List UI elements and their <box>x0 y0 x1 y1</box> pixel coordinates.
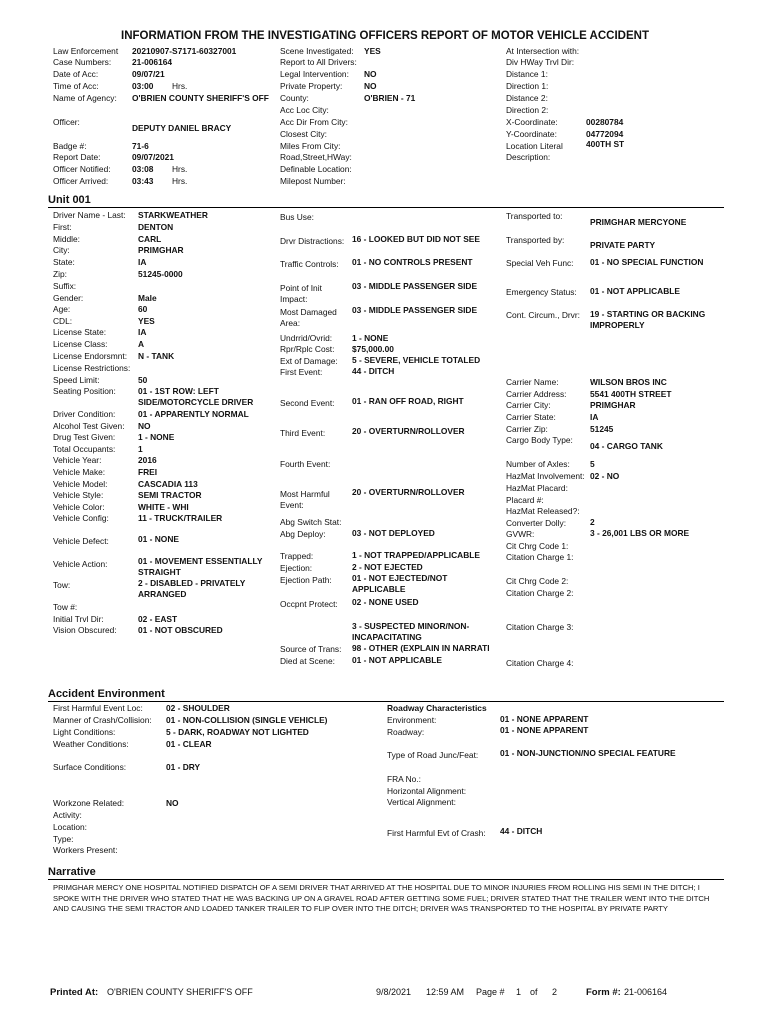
u3-value-16: 2 <box>590 517 595 527</box>
h-label-agency: Name of Agency: <box>53 93 117 103</box>
e1-value-1: 01 - NON-COLLISION (SINGLE VEHICLE) <box>166 715 328 725</box>
u3-label-12: HazMat Involvement: <box>506 471 585 481</box>
e2-label-1: Roadway: <box>387 727 425 737</box>
u2-label-3: Point of Init Impact: <box>280 283 322 304</box>
u2-value-21: 01 - NOT APPLICABLE <box>352 655 442 665</box>
u2-value-6: $75,000.00 <box>352 344 394 354</box>
u2-value-8: 44 - DITCH <box>352 366 395 376</box>
h-suffix-arrived: Hrs. <box>172 176 188 186</box>
h-label-notified: Officer Notified: <box>53 164 111 174</box>
u1-label-10: License State: <box>53 327 107 337</box>
u2-label-18: Occpnt Protect: <box>280 599 338 609</box>
u1-value-31: 01 - NOT OBSCURED <box>138 625 223 635</box>
unit-divider <box>48 207 724 208</box>
h3-value-loc: 400TH ST <box>586 139 625 149</box>
h2-label-10: Definable Location: <box>280 164 352 174</box>
h2-label-4: County: <box>280 93 309 103</box>
u1-label-11: License Class: <box>53 339 108 349</box>
u1-label-3: City: <box>53 245 70 255</box>
e2-value-1: 01 - NONE APPARENT <box>500 725 589 735</box>
u1-label-14: Speed Limit: <box>53 375 100 385</box>
e2-label-6: First Harmful Evt of Crash: <box>387 828 486 838</box>
u1-value-26: 01 - NONE <box>138 534 179 544</box>
u2-label-1: Drvr Distractions: <box>280 236 345 246</box>
u3-label-13: HazMat Placard: <box>506 483 568 493</box>
u1-value-21: FREI <box>138 467 158 477</box>
environment-divider <box>48 701 724 702</box>
h2-label-6: Acc Dir From City: <box>280 117 348 127</box>
u2-value-15: 1 - NOT TRAPPED/APPLICABLE <box>352 550 480 560</box>
u1-value-3: PRIMGHAR <box>138 245 184 255</box>
printed-at-value: O'BRIEN COUNTY SHERIFF'S OFF <box>107 987 253 997</box>
page-label: Page # <box>476 987 505 997</box>
h-value-date: 09/07/21 <box>132 69 165 79</box>
e1-label-9: Workers Present: <box>53 845 118 855</box>
u1-value-8: 60 <box>138 304 148 314</box>
u1-value-18: 1 - NONE <box>138 432 175 442</box>
u2-label-10: Third Event: <box>280 428 326 438</box>
u3-value-6: 5541 400TH STREET <box>590 389 672 399</box>
u2-label-13: Abg Switch Stat: <box>280 517 342 527</box>
u1-value-16: 01 - APPARENTLY NORMAL <box>138 409 249 419</box>
h-label-time: Time of Acc: <box>53 81 99 91</box>
e2-label-0: Environment: <box>387 715 437 725</box>
u1-label-9: CDL: <box>53 316 73 326</box>
unit-heading: Unit 001 <box>48 194 91 206</box>
h2-label-5: Acc Loc City: <box>280 105 329 115</box>
u3-label-7: Carrier City: <box>506 400 551 410</box>
u1-value-22: CASCADIA 113 <box>138 479 198 489</box>
e2-label-4: Horizontal Alignment: <box>387 786 467 796</box>
u1-value-20: 2016 <box>138 455 157 465</box>
u2-value-19: 3 - SUSPECTED MINOR/NON-INCAPACITATING <box>352 621 470 642</box>
page-total: 2 <box>552 987 558 997</box>
u2-label-15: Trapped: <box>280 551 314 561</box>
report-title: INFORMATION FROM THE INVESTIGATING OFFICERS REPORT OF MOTOR VEHICLE ACCIDENT <box>121 30 649 42</box>
u1-label-4: State: <box>53 257 75 267</box>
h2-label-3: Private Property: <box>280 81 343 91</box>
u2-label-9: Second Event: <box>280 398 335 408</box>
u1-label-16: Driver Condition: <box>53 409 116 419</box>
u2-label-7: Ext of Damage: <box>280 356 338 366</box>
h-label-law: Law Enforcement <box>53 46 119 56</box>
h-value-arrived: 03:43 <box>132 176 154 186</box>
u3-value-4: 19 - STARTING OR BACKING IMPROPERLY <box>590 309 706 330</box>
h2-label-11: Milepost Number: <box>280 176 346 186</box>
u2-label-5: Undrrid/Ovrid: <box>280 333 333 343</box>
u3-label-17: GVWR: <box>506 529 535 539</box>
h3-label-2: Distance 1: <box>506 69 548 79</box>
h3-label-5: Direction 2: <box>506 105 549 115</box>
u2-value-18: 02 - NONE USED <box>352 597 419 607</box>
h-value-reportdate: 09/07/2021 <box>132 152 174 162</box>
h2-label-7: Closest City: <box>280 129 328 139</box>
u2-value-4: 03 - MIDDLE PASSENGER SIDE <box>352 305 478 315</box>
u1-label-20: Vehicle Year: <box>53 455 102 465</box>
u1-value-19: 1 <box>138 444 143 454</box>
u2-label-11: Fourth Event: <box>280 459 331 469</box>
u3-value-0: PRIMGHAR MERCYONE <box>590 217 687 227</box>
h2-label-0: Scene Investigated: <box>280 46 354 56</box>
u3-label-3: Emergency Status: <box>506 287 577 297</box>
e2-label-3: FRA No.: <box>387 774 421 784</box>
e1-value-2: 5 - DARK, ROADWAY NOT LIGHTED <box>166 727 309 737</box>
u1-value-15: 01 - 1ST ROW: LEFT SIDE/MOTORCYCLE DRIVER <box>138 386 254 407</box>
e2-label-5: Vertical Alignment: <box>387 797 456 807</box>
u2-value-10: 20 - OVERTURN/ROLLOVER <box>352 426 465 436</box>
h-value-notified: 03:08 <box>132 164 154 174</box>
u1-label-21: Vehicle Make: <box>53 467 106 477</box>
h-suffix-notified: Hrs. <box>172 164 188 174</box>
u3-label-4: Cont. Circum., Drvr: <box>506 310 580 320</box>
e1-label-0: First Harmful Event Loc: <box>53 703 143 713</box>
u3-label-21: Citation Charge 2: <box>506 588 574 598</box>
h3-label-loc: Location Literal <box>506 141 563 151</box>
narrative-text: PRIMGHAR MERCY ONE HOSPITAL NOTIFIED DISPATCH OF A SEMI DRIVER THAT ARRIVED AT THE HOSPITAL DUE TO MINOR INJURIES FROM ROLLING HIS SEMI IN THE DITCH; I SPOKE WITH THE DRIVER WHO STATED THAT HE WAS BACKING UP ON A GRAVEL ROAD AFTER GETTING SOME FUEL; DRIVER STATED THAT THE TRAILER WENT INTO THE DITCH AND CAUSING THE SEMI TRACTOR AND LOADED TANKER TRAILER TO FLIP OVER INTO THE DITCH; DRIVER WAS TRANSPORTED TO THE HOSPITAL BY PRIVATE PARTY <box>53 883 710 913</box>
e1-value-0: 02 - SHOULDER <box>166 703 230 713</box>
u2-value-9: 01 - RAN OFF ROAD, RIGHT <box>352 396 464 406</box>
h2-value-2: NO <box>364 69 377 79</box>
u2-label-21: Died at Scene: <box>280 656 335 666</box>
u1-label-15: Seating Position: <box>53 386 116 396</box>
u2-label-12: Most Harmful Event: <box>280 489 330 510</box>
u1-label-29: Tow #: <box>53 602 78 612</box>
h-suffix-time: Hrs. <box>172 81 188 91</box>
h2-value-3: NO <box>364 81 377 91</box>
u1-value-27: 01 - MOVEMENT ESSENTIALLY STRAIGHT <box>138 556 263 577</box>
u3-value-8: IA <box>590 412 599 422</box>
u2-label-8: First Event: <box>280 367 323 377</box>
h-value-law: 20210907-S7171-60327001 <box>132 46 237 56</box>
e1-value-5: NO <box>166 798 179 808</box>
u1-label-0: Driver Name - Last: <box>53 210 126 220</box>
u3-label-2: Special Veh Func: <box>506 258 574 268</box>
u1-label-30: Initial Trvl Dir: <box>53 614 104 624</box>
h-label-reportdate: Report Date: <box>53 152 101 162</box>
u3-value-11: 5 <box>590 459 595 469</box>
u1-value-7: Male <box>138 293 157 303</box>
e1-label-4: Surface Conditions: <box>53 762 127 772</box>
h-value-badge: 71-6 <box>132 141 149 151</box>
u1-value-24: WHITE - WHI <box>138 502 189 512</box>
u1-label-7: Gender: <box>53 293 84 303</box>
printed-date: 9/8/2021 <box>376 987 412 997</box>
u3-label-15: HazMat Released?: <box>506 506 580 516</box>
e1-label-5: Workzone Related: <box>53 798 125 808</box>
u3-label-14: Placard #: <box>506 495 544 505</box>
u3-label-11: Number of Axles: <box>506 459 570 469</box>
u3-label-1: Transported by: <box>506 235 565 245</box>
h3-value-x: 00280784 <box>586 117 624 127</box>
narrative-heading: Narrative <box>48 866 96 878</box>
u2-label-4: Most Damaged Area: <box>280 307 337 328</box>
u1-value-23: SEMI TRACTOR <box>138 490 202 500</box>
u1-value-17: NO <box>138 421 151 431</box>
u2-value-7: 5 - SEVERE, VEHICLE TOTALED <box>352 355 481 365</box>
h3-label-3: Direction 1: <box>506 81 549 91</box>
u2-value-2: 01 - NO CONTROLS PRESENT <box>352 257 473 267</box>
u1-label-5: Zip: <box>53 269 67 279</box>
h-value-officer: DEPUTY DANIEL BRACY <box>132 123 232 133</box>
h3-label-0: At Intersection with: <box>506 46 580 56</box>
u1-value-0: STARKWEATHER <box>138 210 208 220</box>
u2-value-14: 03 - NOT DEPLOYED <box>352 528 435 538</box>
h-label-case: Case Numbers: <box>53 57 112 67</box>
h2-label-1: Report to All Drivers: <box>280 57 357 67</box>
printed-at-label: Printed At: <box>50 987 99 998</box>
u1-value-30: 02 - EAST <box>138 614 178 624</box>
u1-value-14: 50 <box>138 375 148 385</box>
u2-value-3: 03 - MIDDLE PASSENGER SIDE <box>352 281 478 291</box>
u3-value-1: PRIVATE PARTY <box>590 240 656 250</box>
e1-label-1: Manner of Crash/Collision: <box>53 715 152 725</box>
u1-value-11: A <box>138 339 145 349</box>
u3-label-0: Transported to: <box>506 211 563 221</box>
h-value-agency: O'BRIEN COUNTY SHERIFF'S OFF <box>132 93 269 103</box>
e2-value-0: 01 - NONE APPARENT <box>500 714 589 724</box>
u3-value-9: 51245 <box>590 424 614 434</box>
u2-label-17: Ejection Path: <box>280 575 332 585</box>
h-label-officer: Officer: <box>53 117 80 127</box>
page-of-label: of <box>530 987 538 997</box>
u1-value-4: IA <box>138 257 147 267</box>
u2-value-20: 98 - OTHER (EXPLAIN IN NARRATI <box>352 643 490 653</box>
u2-label-16: Ejection: <box>280 563 313 573</box>
u2-label-20: Source of Trans: <box>280 644 342 654</box>
u1-label-18: Drug Test Given: <box>53 432 116 442</box>
h3-label-desc: Description: <box>506 152 551 162</box>
u1-label-1: First: <box>53 222 72 232</box>
narrative-divider <box>48 879 724 880</box>
roadway-heading: Roadway Characteristics <box>387 703 487 713</box>
h-value-time: 03:00 <box>132 81 154 91</box>
u1-label-24: Vehicle Color: <box>53 502 105 512</box>
e1-label-2: Light Conditions: <box>53 727 116 737</box>
u2-label-2: Traffic Controls: <box>280 259 339 269</box>
u1-label-19: Total Occupants: <box>53 444 116 454</box>
u1-label-12: License Endorsmnt: <box>53 351 128 361</box>
u3-label-18: Cit Chrg Code 1: <box>506 541 569 551</box>
h2-value-4: O'BRIEN - 71 <box>364 93 416 103</box>
u1-label-2: Middle: <box>53 234 80 244</box>
u1-label-26: Vehicle Defect: <box>53 536 109 546</box>
u3-label-23: Citation Charge 4: <box>506 658 574 668</box>
printed-time: 12:59 AM <box>426 987 465 997</box>
e1-label-3: Weather Conditions: <box>53 739 129 749</box>
u1-label-25: Vehicle Config: <box>53 513 109 523</box>
h3-value-y: 04772094 <box>586 129 624 139</box>
u1-label-17: Alcohol Test Given: <box>53 421 125 431</box>
u1-value-25: 11 - TRUCK/TRAILER <box>138 513 223 523</box>
h2-label-9: Road,Street,HWay: <box>280 152 352 162</box>
u1-label-22: Vehicle Model: <box>53 479 108 489</box>
e1-label-6: Activity: <box>53 810 82 820</box>
u2-label-6: Rpr/Rplc Cost: <box>280 344 335 354</box>
u1-value-2: CARL <box>138 234 162 244</box>
u1-value-28: 2 - DISABLED - PRIVATELY ARRANGED <box>138 578 246 599</box>
u3-value-17: 3 - 26,001 LBS OR MORE <box>590 528 690 538</box>
u3-label-16: Converter Dolly: <box>506 518 567 528</box>
form-number: 21-006164 <box>624 987 668 997</box>
e2-value-2: 01 - NON-JUNCTION/NO SPECIAL FEATURE <box>500 748 676 758</box>
h-label-date: Date of Acc: <box>53 69 99 79</box>
e2-label-2: Type of Road Junc/Feat: <box>387 750 479 760</box>
u1-label-13: License Restrictions: <box>53 363 131 373</box>
u1-label-28: Tow: <box>53 580 71 590</box>
h2-value-0: YES <box>364 46 381 56</box>
h3-label-x: X-Coordinate: <box>506 117 558 127</box>
u3-label-6: Carrier Address: <box>506 389 567 399</box>
u3-label-10: Cargo Body Type: <box>506 435 573 445</box>
u1-label-6: Suffix: <box>53 281 77 291</box>
u1-value-10: IA <box>138 327 147 337</box>
e1-label-7: Location: <box>53 822 87 832</box>
h3-label-y: Y-Coordinate: <box>506 129 557 139</box>
u1-value-9: YES <box>138 316 155 326</box>
h2-label-2: Legal Intervention: <box>280 69 349 79</box>
u2-label-0: Bus Use: <box>280 212 314 222</box>
u3-value-7: PRIMGHAR <box>590 400 636 410</box>
e2-value-6: 44 - DITCH <box>500 826 543 836</box>
u1-value-12: N - TANK <box>138 351 175 361</box>
form-label: Form #: <box>586 987 621 998</box>
u3-label-20: Cit Chrg Code 2: <box>506 576 569 586</box>
u3-label-5: Carrier Name: <box>506 377 559 387</box>
u1-label-23: Vehicle Style: <box>53 490 104 500</box>
u3-label-19: Citation Charge 1: <box>506 552 574 562</box>
u1-value-1: DENTON <box>138 222 174 232</box>
u3-value-12: 02 - NO <box>590 471 620 481</box>
h3-label-1: Div HWay Trvl Dir: <box>506 57 575 67</box>
u3-value-3: 01 - NOT APPLICABLE <box>590 286 680 296</box>
u3-label-8: Carrier State: <box>506 412 556 422</box>
u2-value-12: 20 - OVERTURN/ROLLOVER <box>352 487 465 497</box>
h-label-badge: Badge #: <box>53 141 87 151</box>
environment-heading: Accident Environment <box>48 688 165 700</box>
page-number: 1 <box>516 987 522 997</box>
u1-label-31: Vision Obscured: <box>53 625 117 635</box>
u3-label-9: Carrier Zip: <box>506 424 548 434</box>
u3-value-10: 04 - CARGO TANK <box>590 441 663 451</box>
u3-value-2: 01 - NO SPECIAL FUNCTION <box>590 257 704 267</box>
u2-value-16: 2 - NOT EJECTED <box>352 562 423 572</box>
u2-value-17: 01 - NOT EJECTED/NOT APPLICABLE <box>352 573 448 594</box>
h3-label-4: Distance 2: <box>506 93 548 103</box>
u3-label-22: Citation Charge 3: <box>506 622 574 632</box>
h-value-case: 21-006164 <box>132 57 173 67</box>
u2-label-14: Abg Deploy: <box>280 529 326 539</box>
u1-label-27: Vehicle Action: <box>53 559 108 569</box>
u3-value-5: WILSON BROS INC <box>590 377 667 387</box>
u1-value-5: 51245-0000 <box>138 269 183 279</box>
u1-label-8: Age: <box>53 304 71 314</box>
e1-value-3: 01 - CLEAR <box>166 739 212 749</box>
h-label-arrived: Officer Arrived: <box>53 176 109 186</box>
u2-value-1: 16 - LOOKED BUT DID NOT SEE <box>352 234 480 244</box>
e1-value-4: 01 - DRY <box>166 762 201 772</box>
u2-value-5: 1 - NONE <box>352 333 389 343</box>
h2-label-8: Miles From City: <box>280 141 341 151</box>
e1-label-8: Type: <box>53 834 74 844</box>
